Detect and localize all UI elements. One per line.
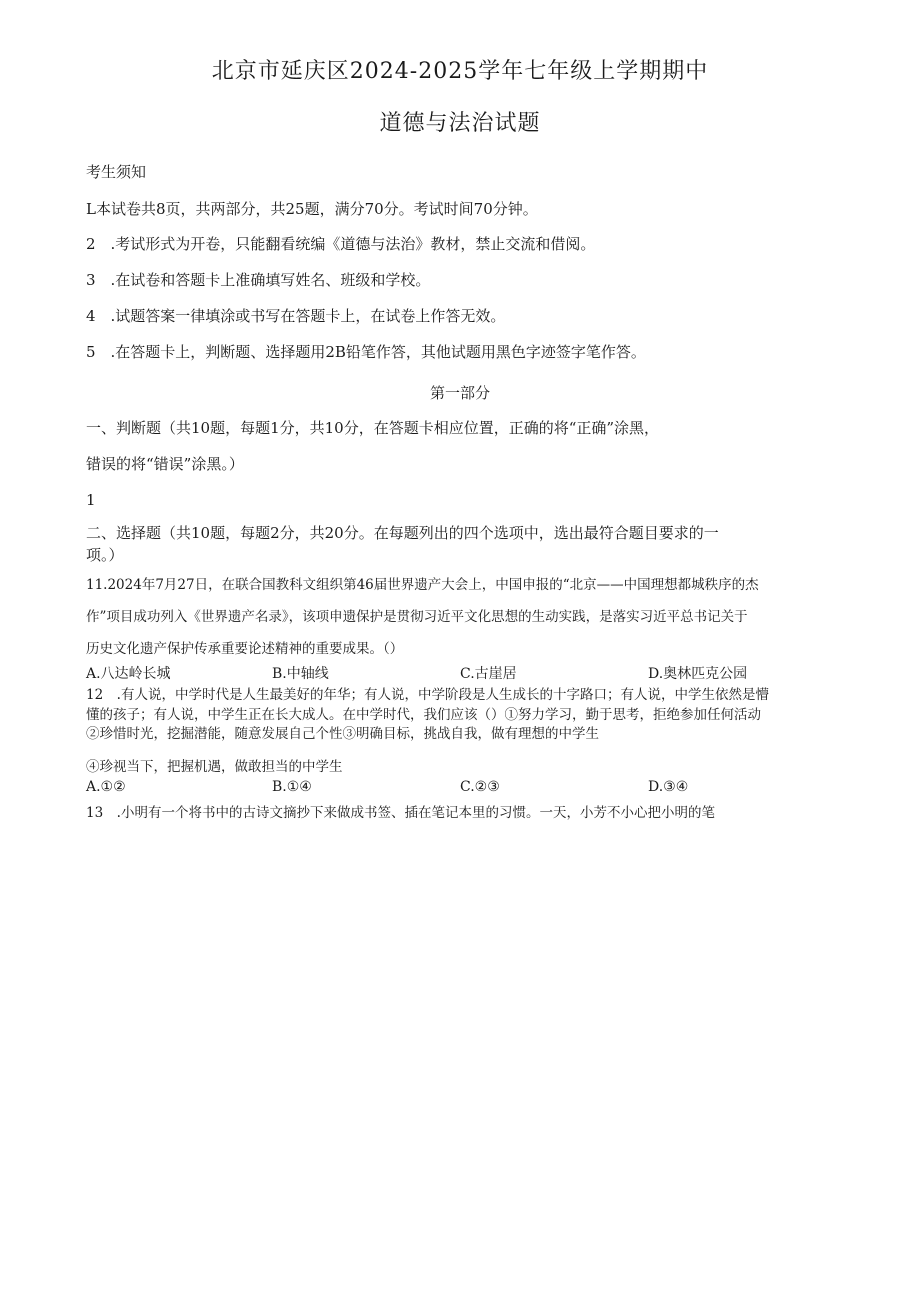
q13-stem-line1: 13 .小明有一个将书中的古诗文摘抄下来做成书签、插在笔记本里的习惯。一天，小芳不小心把小明的笔 xyxy=(86,805,715,821)
page-title-line1: 北京市延庆区2024-2025学年七年级上学期期中 xyxy=(211,59,709,84)
q12-stem-line4: ④珍视当下，把握机遇，做敢担当的中学生 xyxy=(86,759,343,775)
q12-stem-line3: ②珍惜时光，挖掘潜能，随意发展自己个性③明确目标，挑战自我，做有理想的中学生 xyxy=(86,726,599,742)
page-title-line2: 道德与法治试题 xyxy=(379,111,541,136)
q11-stem-line1: 11.2024年7月27日，在联合国教科文组织第46届世界遗产大会上，中国申报的“北京——中国理想都城秩序的杰 xyxy=(86,577,759,593)
q12-stem-line1: 12 .有人说，中学时代是人生最美好的年华；有人说，中学阶段是人生成长的十字路口；有人说，中学生依然是懵 xyxy=(86,687,769,703)
q12-option-c: C.②③ xyxy=(460,779,500,795)
q11-stem-line2: 作”项目成功列入《世界遗产名录》，该项申遗保护是贯彻习近平文化思想的生动实践，是落实习近平总书记关于 xyxy=(86,609,748,625)
judge-instructions-line2: 错误的将“错误”涂黑。） xyxy=(86,455,244,473)
q12-option-b: B.①④ xyxy=(272,779,312,795)
choice-instructions-line1: 二、选择题（共10题，每题2分，共20分。在每题列出的四个选项中，选出最符合题目要求的一 xyxy=(86,524,719,542)
q12-option-d: D.③④ xyxy=(648,779,689,795)
notice-item: L本试卷共8页，共两部分，共25题，满分70分。考试时间70分钟。 xyxy=(86,200,538,218)
notice-item: 3 .在试卷和答题卡上准确填写姓名、班级和学校。 xyxy=(86,271,431,289)
q11-option-d: D.奥林匹克公园 xyxy=(648,666,748,682)
notice-item: 4 .试题答案一律填涂或书写在答题卡上，在试卷上作答无效。 xyxy=(86,307,506,325)
q11-option-a: A.八达岭长城 xyxy=(86,666,171,682)
q11-stem-line3: 历史文化遗产保护传承重要论述精神的重要成果。（） xyxy=(86,641,404,657)
part1-heading: 第一部分 xyxy=(429,384,490,402)
notice-item: 5 .在答题卡上，判断题、选择题用2B铅笔作答，其他试题用黑色字迹签字笔作答。 xyxy=(86,343,646,361)
choice-instructions-line2: 项。） xyxy=(86,546,124,564)
judge-instructions-line1: 一、判断题（共10题，每题1分，共10分，在答题卡相应位置，正确的将“正确”涂黑， xyxy=(86,419,660,437)
q11-option-c: C.古崖居 xyxy=(460,666,517,682)
q11-option-b: B.中轴线 xyxy=(272,666,329,682)
notice-heading: 考生须知 xyxy=(86,163,147,181)
q12-stem-line2: 懂的孩子；有人说，中学生正在长大成人。在中学时代，我们应该（）①努力学习，勤于思考，拒绝参加任何活动 xyxy=(86,707,761,723)
notice-item: 2 .考试形式为开卷，只能翻看统编《道德与法治》教材，禁止交流和借阅。 xyxy=(86,235,596,253)
q12-option-a: A.①② xyxy=(86,779,126,795)
judge-placeholder: 1 xyxy=(86,491,96,509)
